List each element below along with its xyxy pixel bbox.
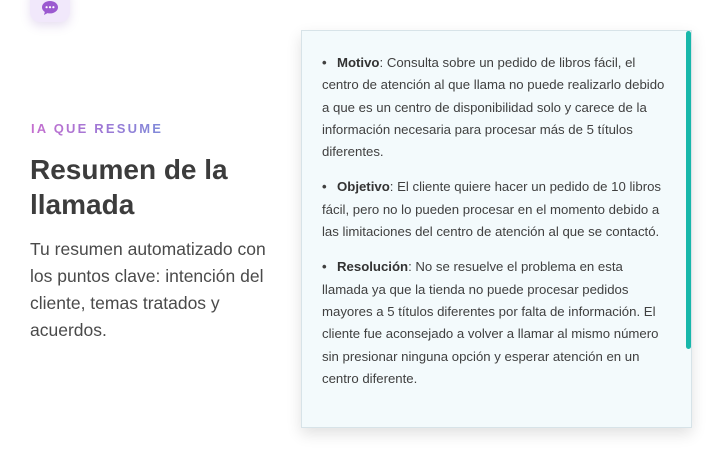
page-subtitle: Tu resumen automatizado con los puntos clave: intención del cliente, temas tratados y acuerdos. <box>30 239 266 340</box>
bullet-icon: • <box>322 259 327 275</box>
point-label: Objetivo <box>337 179 390 195</box>
scrollbar-thumb[interactable] <box>686 31 691 349</box>
summary-point-resolucion <box>322 256 671 390</box>
bullet-icon: • <box>322 55 327 70</box>
point-label: Resolución <box>337 259 409 275</box>
page-title: Resumen de la llamada <box>30 154 228 220</box>
summary-point-motivo <box>322 52 671 163</box>
chat-badge <box>30 0 70 22</box>
point-text: : El cliente quiere hacer un pedido de 10 libros fácil, pero no lo pueden procesar en el momento debido a las limitaciones del centro de atención al que se contactó. <box>322 179 662 240</box>
summary-content <box>302 31 691 390</box>
summary-point-objetivo <box>322 176 671 243</box>
point-text: : Consulta sobre un pedido de libros fácil, el centro de atención al que llama no puede realizarlo debido a que es un centro de disponibilidad solo y carece de la información necesaria para procesar más de 5 títulos diferentes. <box>322 55 665 160</box>
point-label: Motivo <box>337 55 380 70</box>
eyebrow-label: IA QUE RESUME <box>31 121 164 136</box>
summary-panel[interactable] <box>301 30 692 428</box>
bullet-icon: • <box>322 179 327 195</box>
point-text: : No se resuelve el problema en esta llamada ya que la tienda no puede procesar pedidos mayores a 5 títulos diferentes por falta de información. El cliente fue aconsejado a volver a llamar al mismo número sin presionar ninguna opción y esperar atención en un centro diferente. <box>322 259 659 386</box>
chat-bubble-icon <box>41 0 59 16</box>
